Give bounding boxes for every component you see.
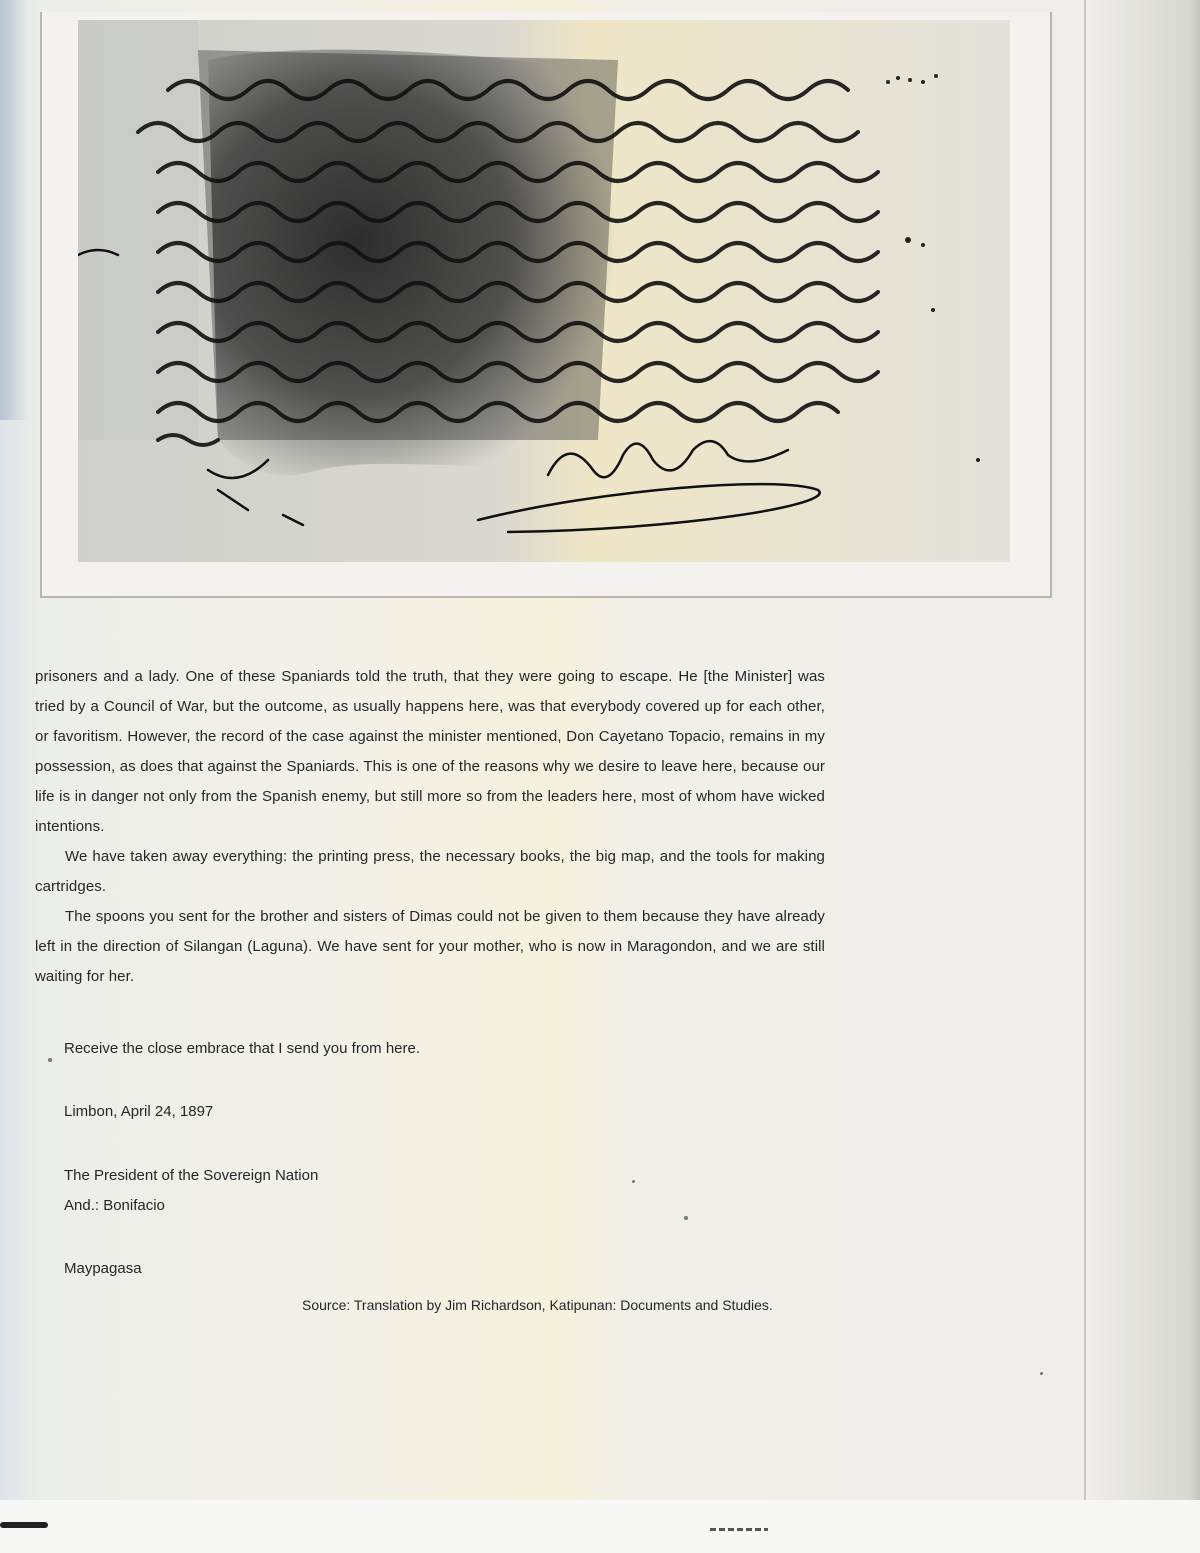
paragraph-2: We have taken away everything: the printing press, the necessary books, the big map, and the tools for making cartridges.	[35, 848, 825, 895]
handwritten-manuscript-photo	[78, 20, 1010, 562]
speck	[684, 1216, 688, 1220]
scan-bottom-margin	[0, 1500, 1200, 1553]
scan-artifact-mark	[0, 1522, 48, 1528]
left-edge-tint	[0, 0, 28, 420]
signature-title: The President of the Sovereign Nation	[64, 1167, 319, 1184]
right-page-shadow	[1090, 0, 1200, 1553]
place-date: Limbon, April 24, 1897	[64, 1103, 214, 1120]
footer-scan-mark	[710, 1528, 768, 1531]
page-edge	[1084, 0, 1086, 1500]
letter-body	[35, 662, 825, 992]
signature-name: And.: Bonifacio	[64, 1197, 165, 1214]
speck	[48, 1058, 52, 1062]
paragraph-1: prisoners and a lady. One of these Spaniards told the truth, that they were going to escape. He [the Minister] was tried by a Council of War, but the outcome, as usually happens here, was that everybody covered up for each other, or favoritism. However, the record of the case against the minister mentioned, Don Cayetano Topacio, remains in my possession, as does that against the Spaniards. This is one of the reasons why we desire to leave here, because our life is in danger not only from the Spanish enemy, but still more so from the leaders here, most of whom have wicked intentions.	[35, 668, 825, 835]
source-citation: Source: Translation by Jim Richardson, Katipunan: Documents and Studies.	[302, 1297, 773, 1313]
speck	[632, 1180, 635, 1183]
speck	[1040, 1372, 1043, 1375]
paragraph-3: The spoons you sent for the brother and sisters of Dimas could not be given to them because they have already left in the direction of Silangan (Laguna). We have sent for your mother, who is now in Maragondon, and we are still waiting for her.	[35, 908, 825, 985]
closing-line: Receive the close embrace that I send you from here.	[64, 1040, 421, 1057]
signature-alias: Maypagasa	[64, 1260, 142, 1277]
